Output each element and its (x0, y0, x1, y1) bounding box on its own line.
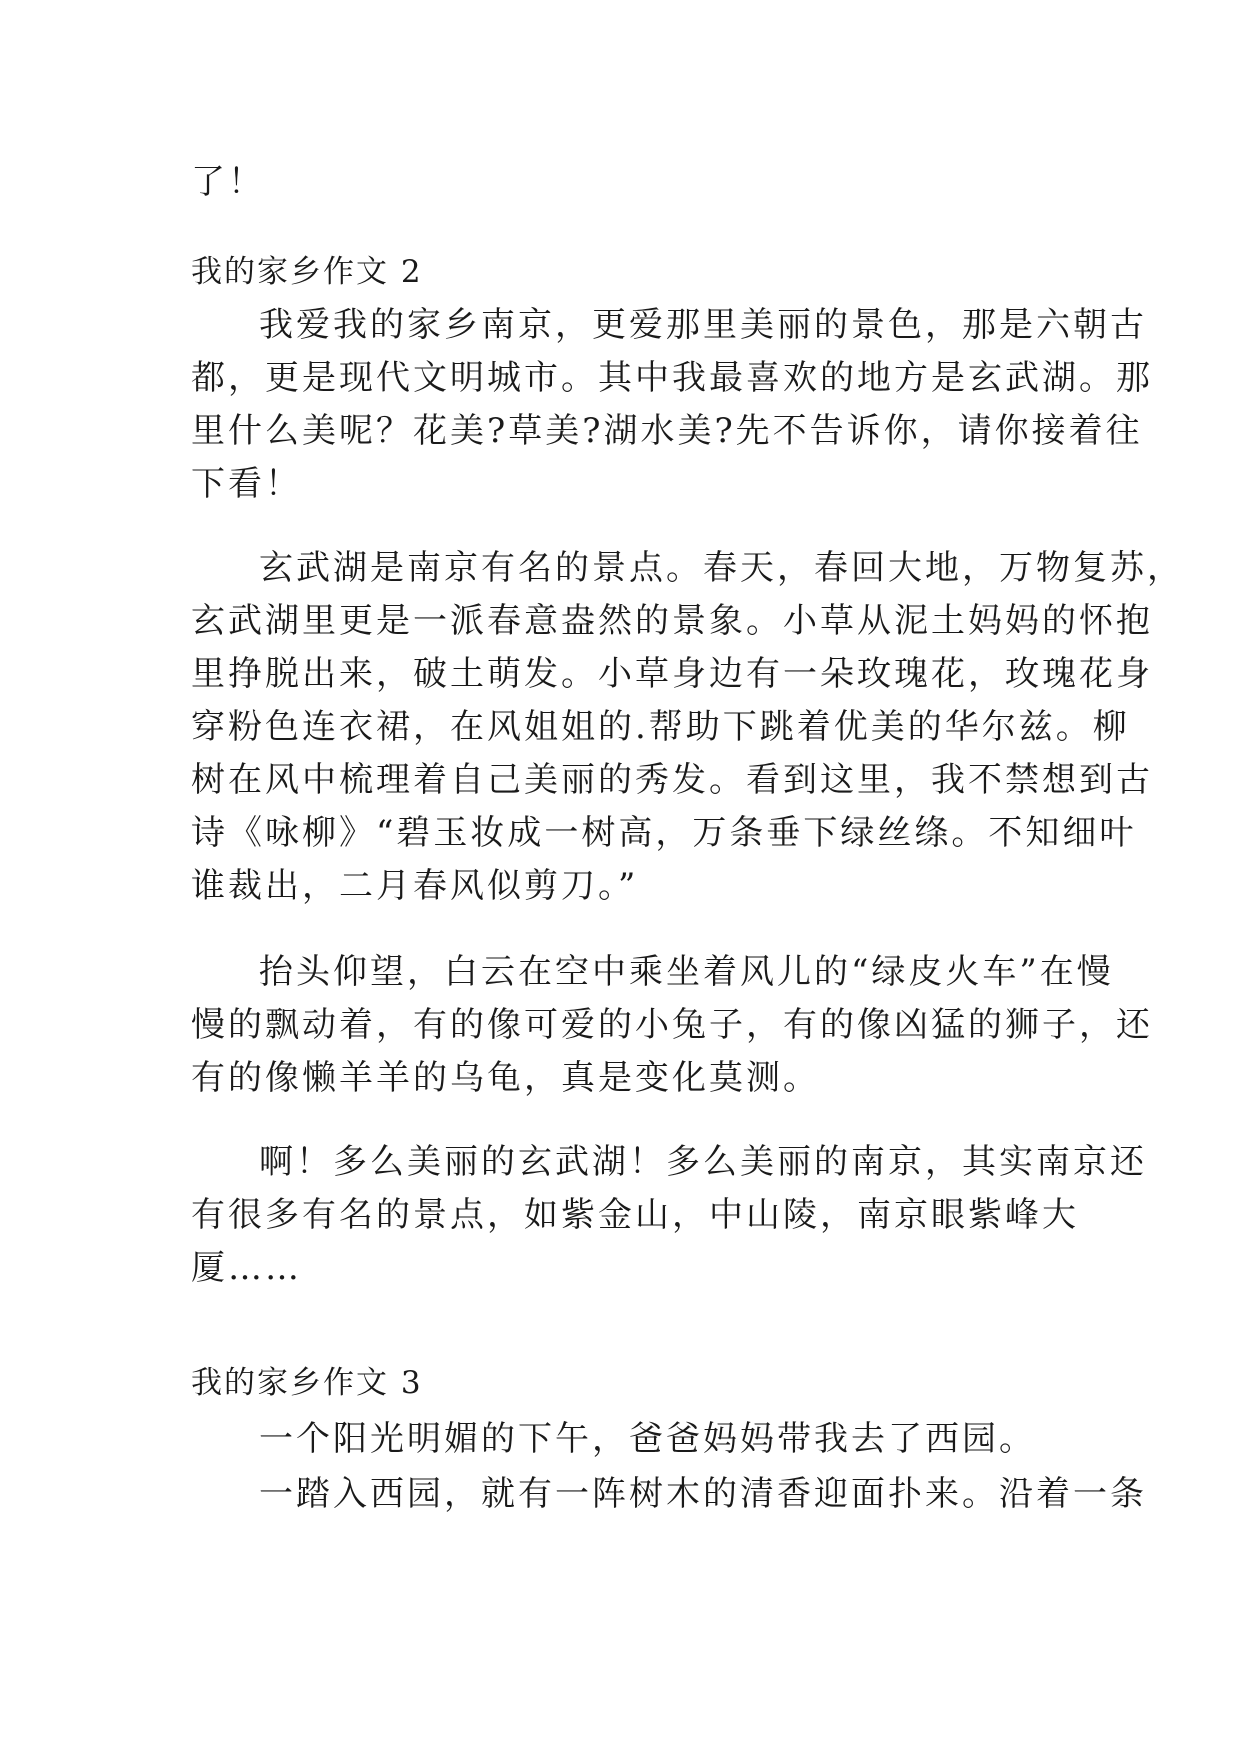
paragraph-line: 我爱我的家乡南京，更爱那里美丽的景色，那是六朝古 (259, 305, 1147, 345)
paragraph-line: 慢的飘动着，有的像可爱的小兔子，有的像凶猛的狮子，还 (191, 1005, 1153, 1045)
paragraph-line: 谁裁出，二月春风似剪刀。” (191, 866, 639, 906)
paragraph-line: 厦…… (191, 1248, 302, 1288)
paragraph-line: 诗《咏柳》“碧玉妆成一树高，万条垂下绿丝绦。不知细叶 (191, 813, 1137, 853)
paragraph-line: 玄武湖里更是一派春意盎然的景象。小草从泥土妈妈的怀抱 (191, 601, 1153, 641)
paragraph-line: 里什么美呢？花美?草美?湖水美?先不告诉你，请你接着往 (191, 411, 1143, 451)
continuation-text: 了！ (191, 162, 265, 202)
paragraph-line: 一个阳光明媚的下午，爸爸妈妈带我去了西园。 (259, 1419, 1036, 1459)
section-title: 我的家乡作文 2 (191, 254, 423, 290)
paragraph-line: 有很多有名的景点，如紫金山，中山陵，南京眼紫峰大 (191, 1195, 1079, 1235)
paragraph-line: 里挣脱出来，破土萌发。小草身边有一朵玫瑰花，玫瑰花身 (191, 654, 1153, 694)
paragraph-line: 下看！ (191, 464, 302, 504)
paragraph-line: 都，更是现代文明城市。其中我最喜欢的地方是玄武湖。那 (191, 358, 1153, 398)
section-title: 我的家乡作文 3 (191, 1365, 423, 1401)
paragraph-line: 一踏入西园，就有一阵树木的清香迎面扑来。沿着一条 (259, 1474, 1147, 1514)
paragraph-line: 抬头仰望，白云在空中乘坐着风儿的“绿皮火车”在慢 (259, 952, 1114, 992)
paragraph-line: 有的像懒羊羊的乌龟，真是变化莫测。 (191, 1058, 820, 1098)
paragraph-line: 玄武湖是南京有名的景点。春天，春回大地，万物复苏， (259, 548, 1184, 588)
paragraph-line: 穿粉色连衣裙，在风姐姐的.帮助下跳着优美的华尔兹。柳 (191, 707, 1130, 747)
paragraph-line: 树在风中梳理着自己美丽的秀发。看到这里，我不禁想到古 (191, 760, 1153, 800)
paragraph-line: 啊！多么美丽的玄武湖！多么美丽的南京，其实南京还 (259, 1142, 1147, 1182)
